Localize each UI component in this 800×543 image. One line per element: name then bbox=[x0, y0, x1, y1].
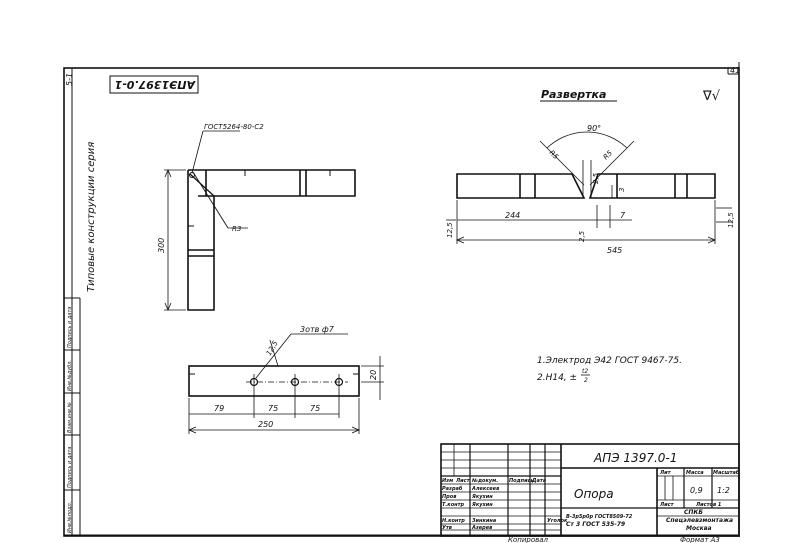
tb-col-scale: Масштаб bbox=[713, 470, 740, 476]
tb-col-date: Дата bbox=[532, 478, 547, 484]
tb-role-5: Утв bbox=[442, 525, 452, 531]
tb-col-sign: Подпись bbox=[509, 478, 534, 484]
tb-role-3: Т.контр bbox=[442, 502, 465, 508]
dev-dim-12-5-right: 12,5 bbox=[727, 212, 735, 228]
dev-dim-12-5-left: 12,5 bbox=[446, 222, 454, 238]
note-2: 2.Н14, ± bbox=[537, 373, 578, 383]
bend-view bbox=[188, 170, 355, 310]
dev-dim-2-5-bottom: 2,5 bbox=[578, 230, 586, 242]
tb-col-list: Лист bbox=[456, 478, 470, 484]
bend-height-label: 300 bbox=[157, 237, 166, 253]
corner-code: 5-1 bbox=[65, 72, 74, 86]
tb-mass-value: 0,9 bbox=[690, 486, 703, 495]
tb-col-doc: №докум. bbox=[472, 478, 499, 484]
tb-role-2: Пров bbox=[442, 494, 457, 500]
note-1: 1.Электрод Э42 ГОСТ 9467-75. bbox=[537, 356, 682, 366]
tolerance-frac-top: t2 bbox=[582, 368, 589, 375]
tb-sheets-label: Листов 1 bbox=[696, 502, 722, 508]
tb-name-5: Азерев bbox=[472, 525, 493, 531]
tb-name-3: Якухин bbox=[472, 502, 493, 508]
svg-text:АПЭ1397.0-1: АПЭ1397.0-1 bbox=[114, 78, 195, 91]
hole-view-dims bbox=[189, 334, 384, 434]
hole-dim-75a: 75 bbox=[268, 404, 279, 413]
bend-standard-label: ГОСТ5264-80-С2 bbox=[204, 123, 264, 131]
stamp-label-4: Инв.№дубл. bbox=[67, 359, 73, 391]
bend-radius-label: R3 bbox=[232, 225, 242, 233]
tb-role-1: Разраб bbox=[442, 486, 463, 492]
dev-cut-r1: R5 bbox=[547, 148, 560, 162]
tb-part-name: Опора bbox=[574, 487, 614, 501]
development-dims bbox=[446, 132, 732, 244]
hole-dim-20: 20 bbox=[369, 369, 378, 380]
tb-role-4: Н.контр bbox=[442, 518, 465, 524]
roughness-mark: ∇√ bbox=[703, 89, 720, 104]
tb-col-lit: Лит bbox=[660, 470, 671, 476]
development-title: Развертка bbox=[541, 88, 607, 101]
development-part bbox=[457, 174, 715, 198]
tb-designation: АПЭ 1397.0-1 bbox=[594, 451, 678, 465]
tb-col-izm: Изм bbox=[442, 478, 454, 484]
dev-dim-545: 545 bbox=[607, 246, 623, 255]
tb-org: СПКБ bbox=[684, 509, 703, 516]
tb-material-line2: Ст 3 ГОСТ 535-79 bbox=[566, 521, 626, 528]
tb-name-4: Зинкина bbox=[472, 518, 497, 524]
tb-material-line1: В-3р5р0р ГОСТ8509-72 bbox=[566, 514, 633, 520]
tb-city: Москва bbox=[686, 525, 712, 532]
designation-stamp-rotated bbox=[110, 76, 198, 93]
bend-view-dims bbox=[164, 131, 248, 310]
dev-dim-7: 7 bbox=[620, 211, 626, 220]
hole-dim-250: 250 bbox=[258, 420, 274, 429]
tb-name-1: Алексеев bbox=[472, 486, 500, 492]
dev-angle: 90° bbox=[587, 124, 602, 133]
tb-col-mass: Масса bbox=[686, 470, 704, 476]
format-label: Формат А3 bbox=[680, 536, 720, 543]
tolerance-frac-bottom: 2 bbox=[584, 377, 588, 384]
hole-dim-12-5: 12,5 bbox=[264, 339, 280, 357]
tb-name-2: Якухин bbox=[472, 494, 493, 500]
sheet-number: 41 bbox=[730, 66, 741, 75]
dev-dim-3: 3 bbox=[618, 187, 626, 192]
stamp-label-5: Подпись и дата bbox=[67, 306, 73, 348]
tb-scale-value: 1:2 bbox=[717, 486, 730, 495]
tb-org-line2: Спецэлевзмонтажа bbox=[666, 517, 734, 524]
stamp-label-1: Инв.№подл. bbox=[67, 501, 73, 533]
hole-view-part bbox=[189, 366, 359, 396]
tb-material-label: Уголок bbox=[547, 518, 568, 524]
hole-dim-79: 79 bbox=[214, 404, 225, 413]
dev-dim-244: 244 bbox=[505, 211, 521, 220]
dev-dim-2-5-top: 2,5 bbox=[592, 172, 600, 184]
stamp-label-2: Подпись и дата bbox=[67, 446, 73, 488]
copied-label: Копировал bbox=[508, 536, 548, 543]
hole-callout: 3отв ф7 bbox=[300, 325, 334, 334]
dev-cut-r2: R5 bbox=[601, 149, 615, 162]
hole-dim-75b: 75 bbox=[310, 404, 321, 413]
series-label: Типовые конструкции серия bbox=[86, 141, 97, 292]
stamp-label-3: Взам.инв.№ bbox=[67, 402, 73, 433]
tb-sheet-label: Лист bbox=[660, 502, 674, 508]
